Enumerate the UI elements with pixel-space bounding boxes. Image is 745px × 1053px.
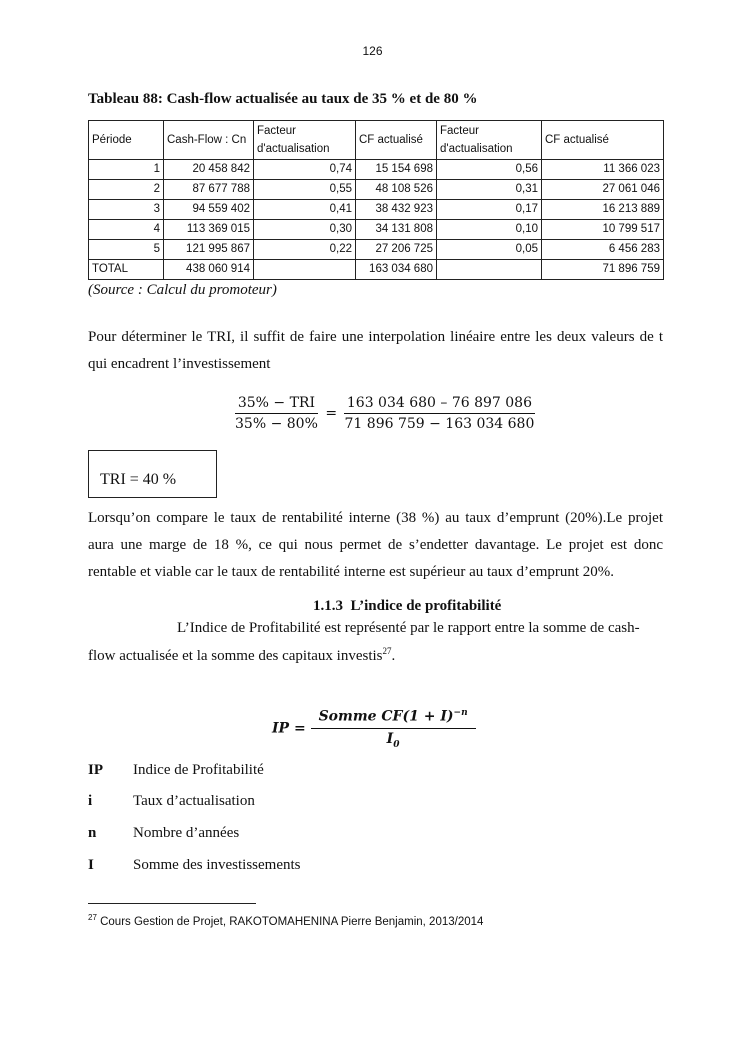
header-cell: CF actualisé bbox=[542, 121, 664, 160]
table-cell: 121 995 867 bbox=[164, 240, 254, 260]
total-cell bbox=[254, 260, 356, 280]
table-cell: 94 559 402 bbox=[164, 200, 254, 220]
table-cell: 10 799 517 bbox=[542, 220, 664, 240]
definition-desc: Taux d’actualisation bbox=[133, 793, 255, 809]
formula-numerator: 35% − TRI bbox=[235, 395, 318, 414]
table-cell: 0,05 bbox=[437, 240, 542, 260]
paragraph-line: Pour déterminer le TRI, il suffit de faire une interpolation linéaire entre les deux valeurs de t bbox=[88, 329, 663, 345]
section-number: 1.1.3 bbox=[313, 598, 343, 614]
paragraph-text: flow actualisée et la somme des capitaux investis bbox=[88, 648, 383, 664]
formula-denominator: 35% − 80% bbox=[235, 416, 318, 432]
table-cell: 5 bbox=[89, 240, 164, 260]
header-cell: Période bbox=[89, 121, 164, 160]
tri-interpolation-formula: $\frac{\text{35\% − TRI}}{35\% - 80\%}$ = $\frac{163 034 680 - 76 897 086}{71 896 759 - 163 034 680}$ bbox=[232, 395, 537, 432]
definition-term: I bbox=[88, 857, 94, 873]
formula-subscript: 0 bbox=[393, 739, 400, 750]
formula-lhs: IP = bbox=[272, 720, 306, 737]
section-title: L’indice de profitabilité bbox=[350, 598, 502, 614]
header-cell: Facteur d'actualisation bbox=[437, 121, 542, 160]
header-cell: Facteur d'actualisation bbox=[254, 121, 356, 160]
footnote-number: 27 bbox=[88, 913, 97, 922]
table-cell: 15 154 698 bbox=[356, 160, 437, 180]
table-row bbox=[89, 180, 664, 200]
table-cell: 34 131 808 bbox=[356, 220, 437, 240]
formula-denominator: 71 896 759 − 163 034 680 bbox=[344, 416, 535, 432]
paragraph-line: rentable et viable car le taux de rentabilité interne est supérieur au taux d’emprunt 20%. bbox=[88, 564, 615, 580]
total-cell: 163 034 680 bbox=[356, 260, 437, 280]
table-cell: 48 108 526 bbox=[356, 180, 437, 200]
table-cell: 11 366 023 bbox=[542, 160, 664, 180]
table-cell: 0,56 bbox=[437, 160, 542, 180]
formula-numerator: Somme CF(1 + I) bbox=[318, 708, 454, 725]
cash-flow-table bbox=[88, 120, 664, 280]
table-row bbox=[89, 220, 664, 240]
paragraph-line: qui encadrent l’investissement bbox=[88, 356, 271, 372]
table-cell: 0,31 bbox=[437, 180, 542, 200]
definition-item bbox=[88, 857, 301, 874]
table-cell: 0,10 bbox=[437, 220, 542, 240]
footnote-divider bbox=[88, 903, 256, 904]
definition-desc: Somme des investissements bbox=[133, 857, 301, 873]
formula-exponent: −n bbox=[453, 708, 468, 718]
table-cell: 113 369 015 bbox=[164, 220, 254, 240]
table-total-row bbox=[89, 260, 664, 280]
footnote-reference: 27 bbox=[382, 646, 392, 656]
page-number: 126 bbox=[362, 44, 383, 58]
table-cell: 2 bbox=[89, 180, 164, 200]
header-cell: CF actualisé bbox=[356, 121, 437, 160]
table-cell: 87 677 788 bbox=[164, 180, 254, 200]
paragraph-line: Lorsqu’on compare le taux de rentabilité interne (38 %) au taux d’emprunt (20%).Le projet bbox=[88, 510, 663, 526]
table-cell: 1 bbox=[89, 160, 164, 180]
table-cell: 0,17 bbox=[437, 200, 542, 220]
table-cell: 4 bbox=[89, 220, 164, 240]
header-cell: Cash-Flow : Cn bbox=[164, 121, 254, 160]
table-cell: 3 bbox=[89, 200, 164, 220]
definition-desc: Nombre d’années bbox=[133, 825, 240, 841]
table-row bbox=[89, 160, 664, 180]
definition-term: IP bbox=[88, 762, 103, 778]
table-cell: 16 213 889 bbox=[542, 200, 664, 220]
definition-item bbox=[88, 762, 264, 779]
footnote-text: Cours Gestion de Projet, RAKOTOMAHENINA Pierre Benjamin, 2013/2014 bbox=[100, 915, 484, 928]
table-cell: 0,74 bbox=[254, 160, 356, 180]
table-cell: 6 456 283 bbox=[542, 240, 664, 260]
table-source: (Source : Calcul du promoteur) bbox=[88, 282, 277, 298]
table-row bbox=[89, 200, 664, 220]
profitability-index-formula bbox=[272, 708, 476, 749]
formula-denominator: I bbox=[386, 730, 394, 747]
section-heading bbox=[313, 598, 501, 615]
total-cell bbox=[437, 260, 542, 280]
table-cell: 27 206 725 bbox=[356, 240, 437, 260]
table-cell: 20 458 842 bbox=[164, 160, 254, 180]
table-caption: Tableau 88: Cash-flow actualisée au taux de 35 % et de 80 % bbox=[88, 91, 478, 107]
table-cell: 0,30 bbox=[254, 220, 356, 240]
definition-term: n bbox=[88, 825, 97, 841]
total-cell: 438 060 914 bbox=[164, 260, 254, 280]
table-row bbox=[89, 240, 664, 260]
paragraph-line: flow actualisée et la somme des capitaux investis$^{27}$. bbox=[88, 646, 396, 664]
table-cell: 38 432 923 bbox=[356, 200, 437, 220]
footnote bbox=[88, 913, 483, 928]
table-cell: 0,55 bbox=[254, 180, 356, 200]
paragraph-line: L’Indice de Profitabilité est représenté par le rapport entre la somme de cash- bbox=[177, 620, 640, 636]
tri-result-box bbox=[88, 450, 217, 498]
table-cell: 0,41 bbox=[254, 200, 356, 220]
paragraph-line: aura une marge de 18 %, ce qui nous permet de s’endetter davantage. Le projet est donc bbox=[88, 537, 663, 553]
formula-numerator: 163 034 680 – 76 897 086 bbox=[344, 395, 535, 414]
definition-term: i bbox=[88, 793, 93, 809]
total-cell: 71 896 759 bbox=[542, 260, 664, 280]
definition-desc: Indice de Profitabilité bbox=[133, 762, 264, 778]
table-cell: 27 061 046 bbox=[542, 180, 664, 200]
definition-item bbox=[88, 825, 239, 842]
tri-result: TRI = 40 % bbox=[100, 471, 177, 488]
table-cell: 0,22 bbox=[254, 240, 356, 260]
table-header-row bbox=[89, 121, 664, 160]
definition-item bbox=[88, 793, 255, 810]
total-cell: TOTAL bbox=[89, 260, 164, 280]
